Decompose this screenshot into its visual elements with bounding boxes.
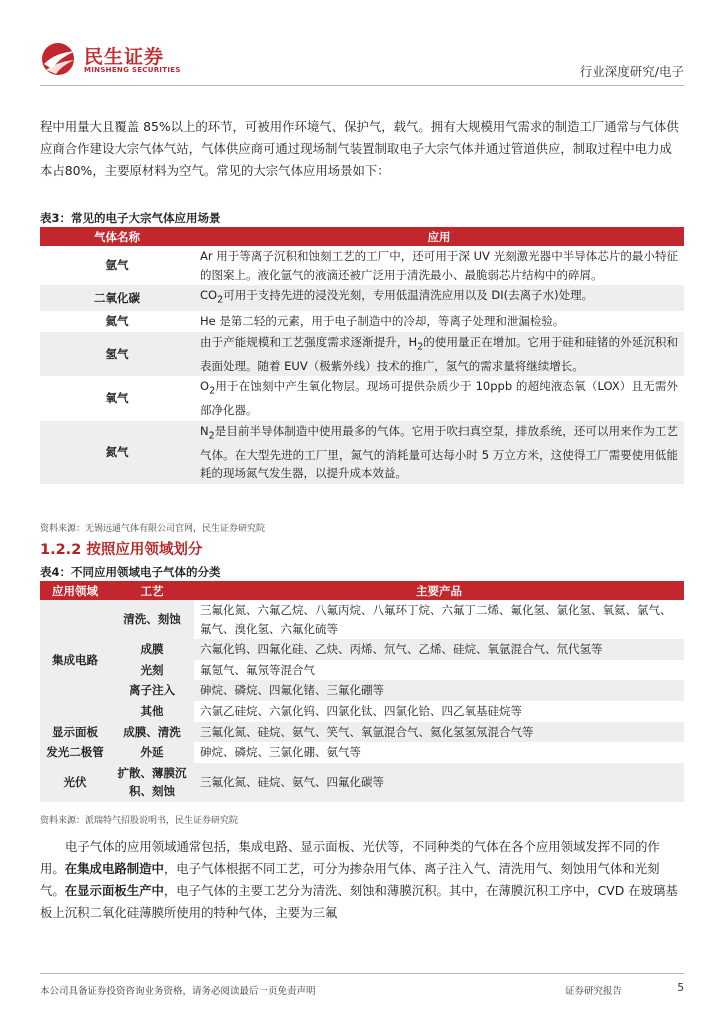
- field-name: 发光二极管: [40, 742, 110, 763]
- gas-name: 氢气: [40, 332, 194, 376]
- gas-name: 氮气: [40, 421, 194, 484]
- process-name: 光刻: [110, 660, 194, 681]
- gas-name: 氩气: [105, 258, 129, 273]
- application-field-table: [40, 581, 684, 802]
- gas-application: Ar 用于等离子沉积和蚀刻工艺的工厂中，还可用于深 UV 光刻激光器中半导体芯片的最小特征的图案上。液化氩气的液滴还被广泛用于清洗最小、最脆弱芯片结构中的碎屑。: [200, 249, 678, 282]
- table-row: [40, 246, 684, 285]
- body-paragraph: 电子气体的应用领域通常包括，集成电路、显示面板、光伏等，不同种类的气体在各个应用领域发挥不同的作用。在集成电路制造中，电子气体根据不同工艺，可分为掺杂用气体、离子注入气、清洗用气、刻蚀用气体和光刻气。在显示面板生产中，电子气体的主要工艺分为清洗、刻蚀和薄膜沉积。其中，在薄膜沉积工序中，CVD 在玻璃基板上沉积二氧化硅薄膜所使用的特种气体，主要为三氟: [40, 839, 678, 920]
- field-name: 显示面板: [40, 722, 110, 743]
- page-number: 5: [677, 982, 684, 994]
- gas-application: $CO_2$可用于支持先进的浸没光刻，专用低温清洗应用以及 DI(去离子水)处理。: [194, 285, 684, 311]
- process-name: 清洗、刻蚀: [110, 600, 194, 639]
- gas-application: $N_2$是目前半导体制造中使用最多的气体。它用于吹扫真空泵，排放系统，还可以用来作为工艺气体。在大型先进的工厂里，氮气的消耗量可达每小时 5 万立方米，这使得工厂需要使用低能耗的现场氮气发生器，以提升成本效益。: [194, 421, 684, 484]
- product-list: 砷烷、磷烷、四氟化锗、三氟化硼等: [194, 680, 684, 701]
- table-row: [40, 600, 684, 639]
- process-name: 成膜、清洗: [110, 722, 194, 743]
- table-row: [40, 376, 684, 420]
- product-list: 六氟化钨、四氟化硅、乙炔、丙烯、氘气、乙烯、硅烷、氧氩混合气、氘代氢等: [194, 639, 684, 660]
- table-row: [40, 639, 684, 660]
- process-name: 成膜: [110, 639, 194, 660]
- product-list: 三氟化氮、硅烷、氨气、笑气、氧氩混合气、氦化氢氢氖混合气等: [194, 722, 684, 743]
- gas-application: He 是第二轻的元素，用于电子制造中的冷却，等离子处理和泄漏检验。: [200, 314, 565, 329]
- table-row: [40, 332, 684, 376]
- column-header-process: 工艺: [110, 581, 194, 600]
- table-row: [40, 722, 684, 743]
- column-header-gas: 气体名称: [40, 227, 194, 246]
- column-header-products: 主要产品: [194, 581, 684, 600]
- table-row: [40, 421, 684, 484]
- table3-source: 资料来源：无锡远通气体有限公司官网，民生证券研究院: [40, 524, 266, 534]
- gas-name: 氦气: [105, 314, 129, 329]
- intro-paragraph: 程中用量大且覆盖 85%以上的环节，可被用作环境气、保护气，载气。拥有大规模用气需求的制造工厂通常与气体供应商合作建设大宗气体气站，气体供应商可通过现场制气装置制取电子大宗气体并通过管道供应，制取过程中电力成本占80%，主要原材料为空气。常见的大宗气体应用场景如下：: [40, 119, 679, 178]
- field-name: 光伏: [40, 763, 110, 802]
- table-row: [40, 701, 684, 722]
- process-name: 其他: [110, 701, 194, 722]
- footer-report-type: 证券研究报告: [565, 986, 623, 997]
- field-name: 集成电路: [40, 600, 110, 722]
- column-header-application: 应用: [194, 227, 684, 246]
- footer-disclaimer: 本公司具备证券投资咨询业务资格，请务必阅读最后一页免责声明: [40, 986, 316, 997]
- column-header-field: 应用领域: [40, 581, 110, 600]
- gas-application: 由于产能规模和工艺强度需求逐渐提升，$H_2$的使用量正在增加。它用于硅和硅锗的外延沉积和表面处理。随着 EUV（极紫外线）技术的推广，氢气的需求量将继续增长。: [194, 332, 684, 376]
- table-row: [40, 660, 684, 681]
- process-name: 外延: [110, 742, 194, 763]
- table3-caption: 表3：常见的电子大宗气体应用场景: [40, 211, 221, 225]
- product-list: 氟氪气、氟氖等混合气: [194, 660, 684, 681]
- gas-name: 二氧化碳: [40, 285, 194, 311]
- table-row: [40, 285, 684, 311]
- company-logo: [40, 40, 200, 80]
- footer-divider: [40, 973, 684, 974]
- logo-english-name: MINSHENG SECURITIES: [84, 66, 181, 74]
- gas-name: 氧气: [105, 391, 129, 406]
- report-category: 行业深度研究/电子: [579, 64, 684, 79]
- table-row: [40, 742, 684, 763]
- table-row: [40, 311, 684, 332]
- logo-chinese-name: 民生证券: [84, 46, 165, 68]
- minsheng-logo-icon: [40, 42, 78, 76]
- header-divider: [40, 85, 684, 86]
- bulk-gas-table: [40, 227, 684, 484]
- product-list: 砷烷、磷烷、三氯化硼、氨气等: [194, 742, 684, 763]
- table-row: [40, 763, 684, 802]
- section-heading: 1.2.2 按照应用领域划分: [40, 542, 203, 558]
- product-list: 六氯乙硅烷、六氯化钨、四氯化钛、四氯化铪、四乙氧基硅烷等: [194, 701, 684, 722]
- table4-source: 资料来源：派瑞特气招股说明书，民生证券研究院: [40, 816, 239, 826]
- table4-caption: 表4：不同应用领域电子气体的分类: [40, 565, 221, 579]
- process-name: 扩散、薄膜沉积、刻蚀: [110, 763, 194, 802]
- process-name: 离子注入: [110, 680, 194, 701]
- table-header-row: [40, 581, 684, 600]
- table-header-row: [40, 227, 684, 246]
- table-row: [40, 680, 684, 701]
- gas-application: $O_2$用于在蚀刻中产生氧化物层。现场可提供杂质少于 10ppb 的超纯液态氧（LOX）且无需外部净化器。: [200, 379, 678, 418]
- product-list: 三氟化氮、六氟乙烷、八氟丙烷、八氟环丁烷、六氟丁二烯、氟化氢、氯化氢、氧氦、氯气、氟气、溴化氢、六氟化硫等: [194, 600, 684, 639]
- product-list: 三氟化氮、硅烷、氨气、四氟化碳等: [194, 763, 684, 802]
